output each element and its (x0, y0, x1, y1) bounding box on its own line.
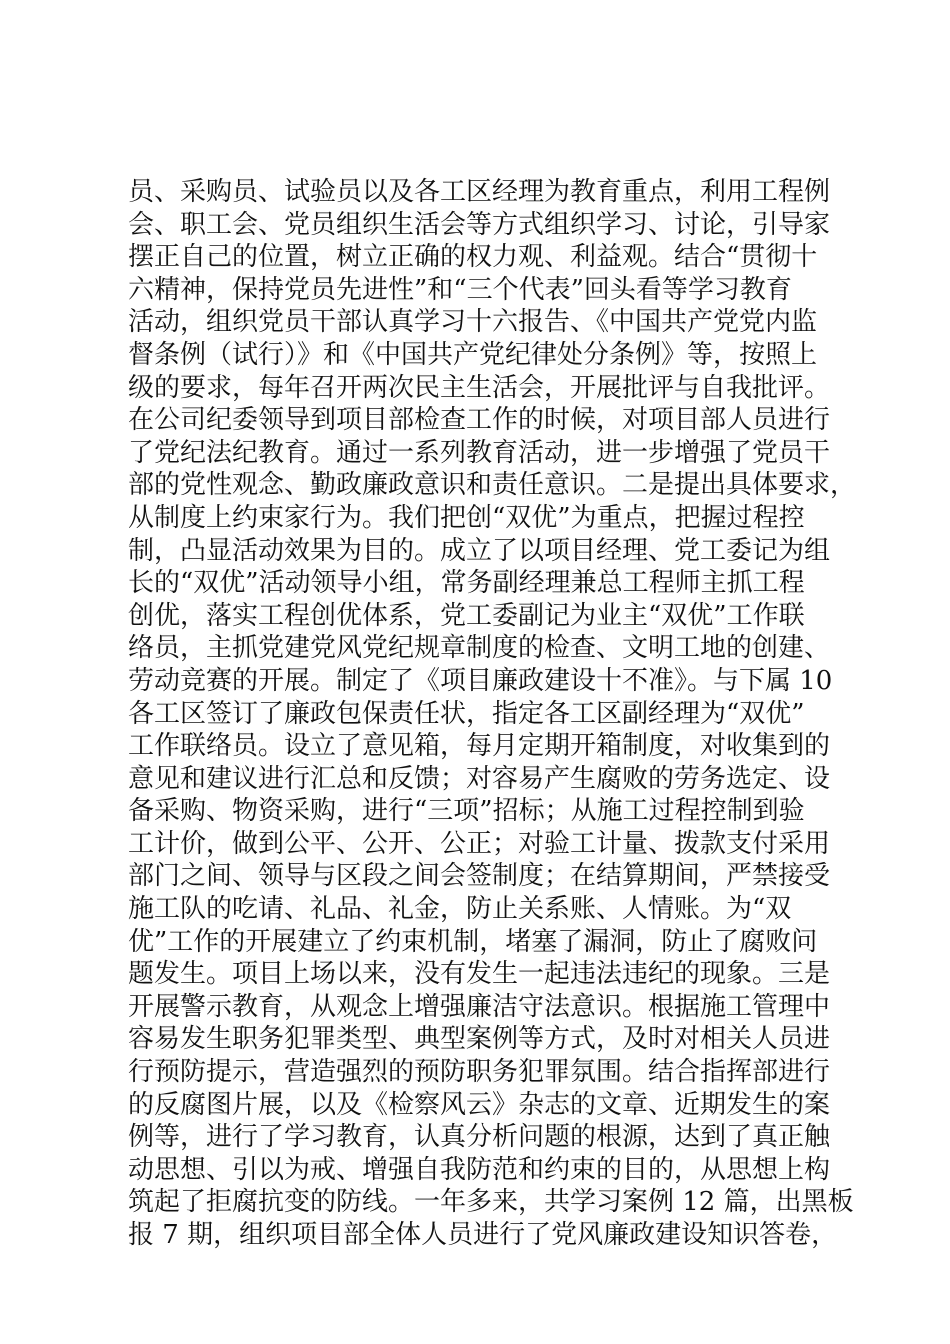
text-line: 六精神，保持党员先进性”和“三个代表”回头看等学习教育 (128, 274, 792, 305)
text-line: 工计价，做到公平、公开、公正；对验工计量、拨款支付采用 (128, 828, 831, 859)
text-line: 各工区签订了廉政包保责任状，指定各工区副经理为“双优” (128, 698, 805, 729)
text-line: 的反腐图片展，以及《检察风云》杂志的文章、近期发生的案 (128, 1089, 831, 1120)
text-line: 工作联络员。设立了意见箱，每月定期开箱制度，对收集到的 (128, 731, 831, 762)
text-line: 部门之间、领导与区段之间会签制度；在结算期间，严禁接受 (128, 861, 831, 892)
text-line: 动思想、引以为戒、增强自我防范和约束的目的，从思想上构 (128, 1154, 831, 1185)
text-line: 容易发生职务犯罪类型、典型案例等方式，及时对相关人员进 (128, 1024, 831, 1055)
text-line: 活动，组织党员干部认真学习十六报告、《中国共产党党内监 (128, 307, 818, 338)
text-line: 筑起了拒腐抗变的防线。一年多来，共学习案例 12 篇，出黑板 (128, 1187, 854, 1218)
text-line: 题发生。项目上场以来，没有发生一起违法违纪的现象。三是 (128, 959, 831, 990)
text-line: 施工队的吃请、礼品、礼金，防止关系账、人情账。为“双 (128, 894, 792, 925)
text-line: 级的要求，每年召开两次民主生活会，开展批评与自我批评。 (128, 372, 831, 403)
text-line: 行预防提示，营造强烈的预防职务犯罪氛围。结合指挥部进行 (128, 1057, 831, 1088)
text-line: 报 7 期，组织项目部全体人员进行了党风廉政建设知识答卷， (128, 1220, 838, 1250)
text-line: 会、职工会、党员组织生活会等方式组织学习、讨论，引导家 (128, 209, 831, 240)
text-line: 督条例（试行）》和《中国共产党纪律处分条例》等，按照上 (128, 339, 818, 370)
text-line: 从制度上约束家行为。我们把创“双优”为重点，把握过程控 (128, 502, 805, 533)
body-text (128, 176, 857, 1252)
text-line: 优”工作的开展建立了约束机制，堵塞了漏洞，防止了腐败问 (128, 926, 818, 957)
text-line: 长的“双优”活动领导小组，常务副经理兼总工程师主抓工程 (128, 568, 805, 599)
text-line: 在公司纪委领导到项目部检查工作的时候，对项目部人员进行 (128, 405, 831, 436)
text-line: 摆正自己的位置，树立正确的权力观、利益观。结合“贯彻十 (128, 242, 818, 273)
text-line: 制，凸显活动效果为目的。成立了以项目经理、党工委记为组 (128, 535, 831, 566)
text-line: 开展警示教育，从观念上增强廉洁守法意识。根据施工管理中 (128, 991, 831, 1022)
text-line: 备采购、物资采购，进行“三项”招标；从施工过程控制到验 (128, 796, 805, 827)
text-line: 例等，进行了学习教育，认真分析问题的根源，达到了真正触 (128, 1122, 831, 1153)
text-line: 了党纪法纪教育。通过一系列教育活动，进一步增强了党员干 (128, 437, 831, 468)
text-line: 络员，主抓党建党风党纪规章制度的检查、文明工地的创建、 (128, 633, 831, 664)
text-line: 劳动竞赛的开展。制定了《项目廉政建设十不准》。与下属 10 (128, 665, 833, 696)
text-line: 员、采购员、试验员以及各工区经理为教育重点，利用工程例 (128, 177, 831, 207)
text-line: 部的党性观念、勤政廉政意识和责任意识。二是提出具体要求， (128, 470, 857, 501)
text-line: 意见和建议进行汇总和反馈；对容易产生腐败的劳务选定、设 (128, 763, 831, 794)
text-line: 创优，落实工程创优体系，党工委副记为业主“双优”工作联 (128, 600, 805, 631)
